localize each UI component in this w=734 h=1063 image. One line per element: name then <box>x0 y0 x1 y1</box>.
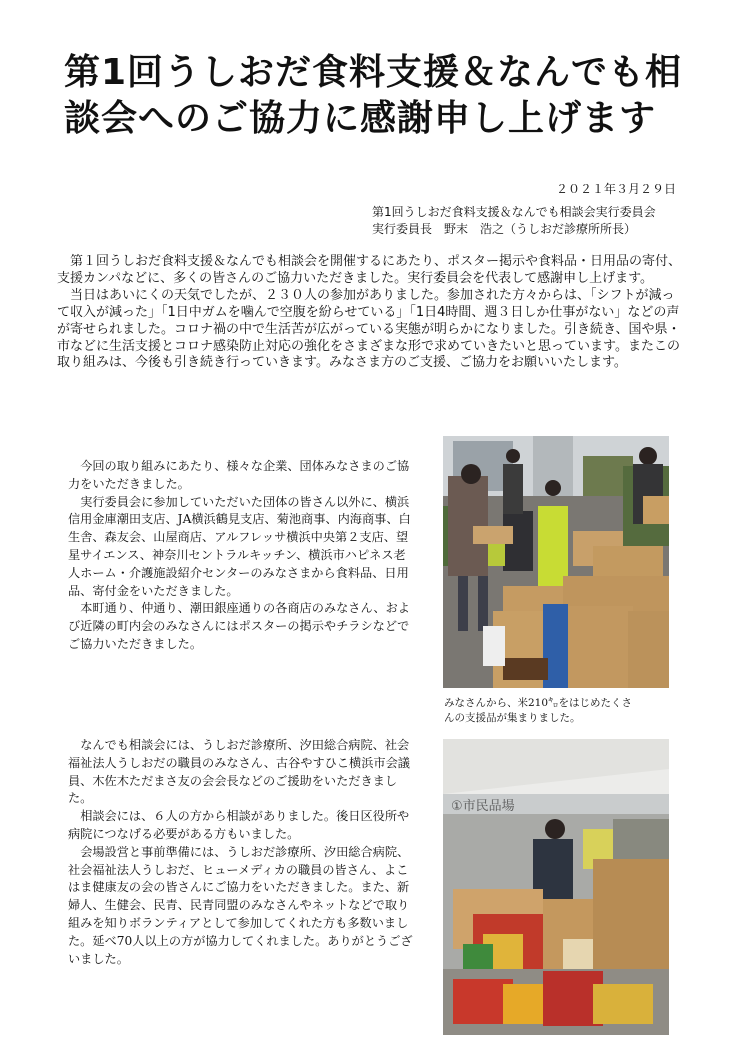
title-line-2: 談会へのご協力に感謝申し上げます <box>64 98 657 139</box>
intro-section <box>57 254 682 372</box>
photo-caption-line-1: みなさんから、米210㌔をはじめたくさ <box>444 697 633 709</box>
organization-chair: 実行委員長 野末 浩之（うしおだ診療所所長） <box>372 222 637 236</box>
tent-banner: ①市民品場 <box>451 799 515 814</box>
photo-food-distribution-tent <box>443 739 669 1035</box>
organization <box>372 204 656 238</box>
organization-name: 第1回うしおだ食料支援＆なんでも相談会実行委員会 <box>372 205 656 219</box>
photo-caption-line-2: んの支援品が集まりました。 <box>444 712 581 724</box>
supporters-paragraph-1: 今回の取り組みにあたり、様々な企業、団体みなさまのご協力をいただきました。 <box>68 459 410 491</box>
supporters-paragraph-2: 実行委員会に参加していただいた団体の皆さん以外に、横浜信用金庫潮田支店、JA横浜鶴見支店、菊池商事、内海商事、白生舎、森友会、山屋商店、アルフレッサ横浜中央第２支店、望星サイエンス、神奈川セントラルキッチン、横浜市ハピネス老人ホーム・介護施設紹介センターのみなさまから食料品、日用品、寄付金をいただきました。 <box>68 494 411 598</box>
supporters-paragraph-3: 本町通り、仲通り、潮田銀座通りの各商店のみなさん、および近隣の町内会のみなさんにはポスターの掲示やチラシなどでご協力いただきました。 <box>68 601 410 651</box>
intro-paragraph-2: 当日はあいにくの天気でしたが、２３０人の参加がありました。参加された方々からは、「シフトが減って収入が減った」「1日中ガムを噛んで空腹を紛らせている」「1日4時間、週３日しか仕事がない」などの声が寄せられました。コロナ禍の中で生活苦が広がっている実態が明らかになりました。引き続き、国や県・市などに生活支援とコロナ感染防止対応の強化をさまざまな形で求めていきたいと思っています。またこの取り組みは、今後も引き続き行っていきます。みなさま方のご支援、ご協力をお願いいたします。 <box>57 287 681 371</box>
page-title <box>64 50 704 142</box>
supporters-section <box>68 458 413 654</box>
photo-volunteers-carrying-boxes <box>443 436 669 688</box>
title-line-1: 第1回うしおだ食料支援＆なんでも相 <box>64 52 683 93</box>
date: ２０２１年３月２９日 <box>555 182 676 196</box>
photo-caption <box>444 696 676 726</box>
intro-paragraph-1: 第１回うしおだ食料支援＆なんでも相談会を開催するにあたり、ポスター掲示や食料品・日用品の寄付、支援カンパなどに、多くの皆さんのご協力いただきました。実行委員会を代表して感謝申し上げます。 <box>57 254 682 286</box>
consultation-section <box>68 737 413 968</box>
consultation-paragraph-3: 会場設営と事前準備には、うしおだ診療所、汐田総合病院、社会福祉法人うしおだ、ヒューメディカの職員の皆さん、よこはま健康友の会の皆さんにご協力をいただきました。また、新婦人、生健会、民青、民青同盟のみなさんやネットなどで取り組みを知りボランティアとして参加してくれた方も多数いました。延べ70人以上の方が協力してくれました。ありがとうございました。 <box>68 844 413 966</box>
consultation-paragraph-1: なんでも相談会には、うしおだ診療所、汐田総合病院、社会福祉法人うしおだの職員のみなさん、古谷やすひこ横浜市会議員、木佐木ただまさ友の会会長などのご援助をいただきました。 <box>68 738 410 806</box>
consultation-paragraph-2: 相談会には、６人の方から相談がありました。後日区役所や病院につなげる必要がある方もいました。 <box>68 809 410 841</box>
